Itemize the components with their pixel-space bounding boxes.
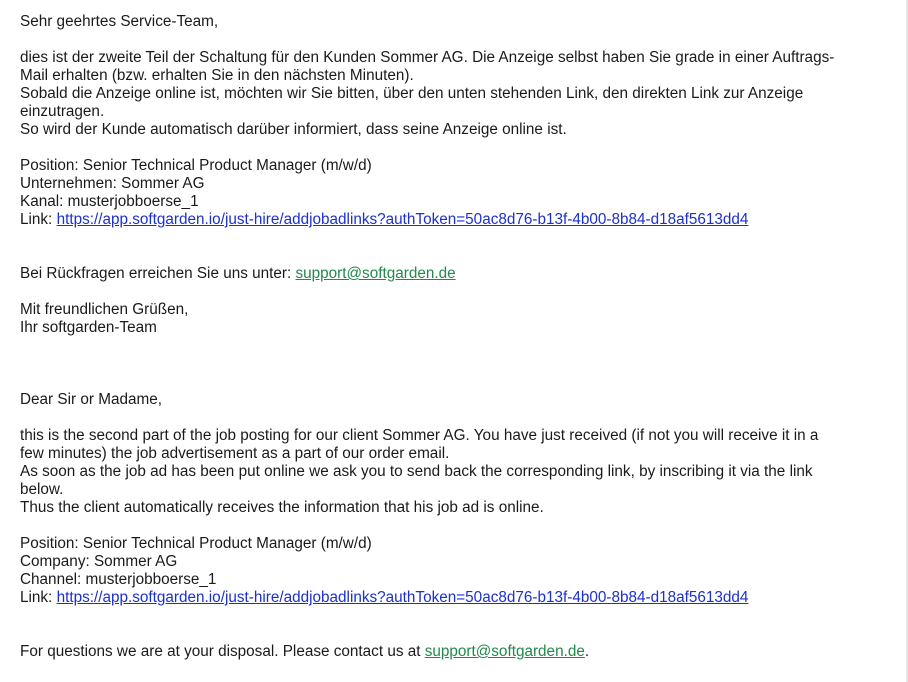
english-support-email-link[interactable]: support@softgarden.de bbox=[424, 643, 585, 660]
german-questions-line bbox=[20, 265, 888, 283]
english-paragraph-line: this is the second part of the job posting for our client Sommer AG. You have just received (if not you will receive it in a bbox=[20, 427, 819, 444]
german-support-email-link[interactable]: support@softgarden.de bbox=[295, 265, 456, 282]
spacer bbox=[20, 229, 888, 265]
spacer bbox=[20, 31, 888, 49]
spacer bbox=[20, 139, 888, 157]
english-questions-line bbox=[20, 643, 888, 661]
spacer bbox=[20, 337, 888, 391]
german-paragraph-line: dies ist der zweite Teil der Schaltung für den Kunden Sommer AG. Die Anzeige selbst haben Sie grade in einer Auftrags- bbox=[20, 49, 835, 66]
german-addjobad-link[interactable]: https://app.softgarden.io/just-hire/addjobadlinks?authToken=50ac8d76-b13f-4b00-8b84-d18af5613dd4 bbox=[56, 211, 749, 228]
german-position: Position: Senior Technical Product Manager (m/w/d) bbox=[20, 157, 372, 174]
english-link-label: Link: bbox=[20, 589, 57, 606]
email-body bbox=[20, 13, 888, 661]
english-link-line bbox=[20, 589, 888, 607]
spacer bbox=[20, 607, 888, 643]
german-questions-text: Bei Rückfragen erreichen Sie uns unter: bbox=[20, 265, 296, 282]
english-paragraph-line: Thus the client automatically receives the information that his job ad is online. bbox=[20, 499, 544, 516]
english-channel: Channel: musterjobboerse_1 bbox=[20, 571, 217, 588]
german-paragraph-line: Mail erhalten (bzw. erhalten Sie in den nächsten Minuten). bbox=[20, 67, 414, 84]
german-paragraph-line: einzutragen. bbox=[20, 103, 105, 120]
english-paragraph-line: As soon as the job ad has been put online we ask you to send back the corresponding link, by inscribing it via the link bbox=[20, 463, 813, 480]
german-link-line bbox=[20, 211, 888, 229]
german-channel: Kanal: musterjobboerse_1 bbox=[20, 193, 199, 210]
german-paragraph-line: Sobald die Anzeige online ist, möchten wir Sie bitten, über den unten stehenden Link, den direkten Link zur Anzeige bbox=[20, 85, 804, 102]
english-greeting: Dear Sir or Madame, bbox=[20, 391, 162, 408]
english-paragraph-line: few minutes) the job advertisement as a part of our order email. bbox=[20, 445, 450, 462]
english-questions-text: For questions we are at your disposal. Please contact us at bbox=[20, 643, 425, 660]
german-greeting: Sehr geehrtes Service-Team, bbox=[20, 13, 219, 30]
spacer bbox=[20, 517, 888, 535]
german-company: Unternehmen: Sommer AG bbox=[20, 175, 205, 192]
english-company: Company: Sommer AG bbox=[20, 553, 178, 570]
german-closing: Mit freundlichen Grüßen, bbox=[20, 301, 189, 318]
english-end-punct: . bbox=[584, 643, 590, 660]
german-link-label: Link: bbox=[20, 211, 57, 228]
spacer bbox=[20, 409, 888, 427]
english-addjobad-link[interactable]: https://app.softgarden.io/just-hire/addjobadlinks?authToken=50ac8d76-b13f-4b00-8b84-d18af5613dd4 bbox=[56, 589, 749, 606]
english-position: Position: Senior Technical Product Manager (m/w/d) bbox=[20, 535, 372, 552]
spacer bbox=[20, 283, 888, 301]
german-paragraph-line: So wird der Kunde automatisch darüber informiert, dass seine Anzeige online ist. bbox=[20, 121, 567, 138]
german-signature: Ihr softgarden-Team bbox=[20, 319, 157, 336]
english-paragraph-line: below. bbox=[20, 481, 64, 498]
